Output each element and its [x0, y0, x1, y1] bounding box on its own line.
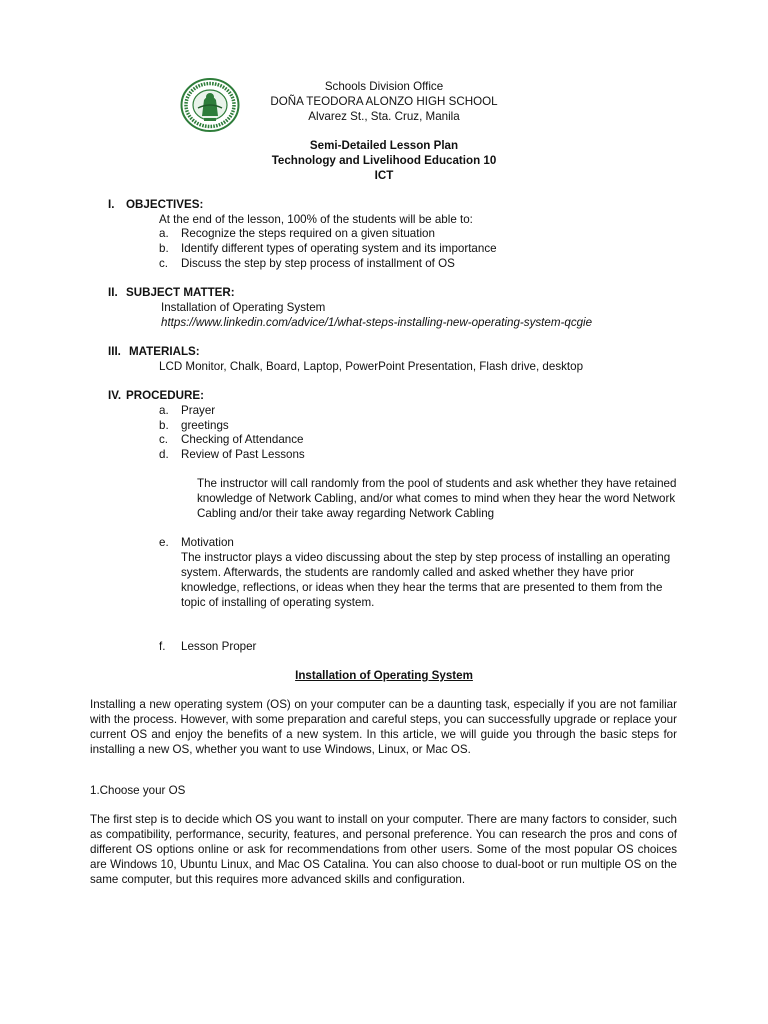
objectives-numeral: I.: [108, 198, 115, 211]
subject-matter-heading: SUBJECT MATTER:: [126, 286, 235, 299]
lesson-proper-label: Lesson Proper: [181, 640, 257, 653]
plan-title: Semi-Detailed Lesson Plan: [309, 139, 459, 152]
subject-topic: Installation of Operating System: [161, 301, 326, 314]
materials-list: LCD Monitor, Chalk, Board, Laptop, PowerPoint Presentation, Flash drive, desktop: [159, 360, 584, 373]
lesson-intro: Installing a new operating system (OS) on your computer can be a daunting task, especially if you are not familiar with the process. However, with some preparation and careful steps, you can successfully upgrade or replace your current OS and enjoy the benefits of a new system. In this article, we will guide you through the basic steps for installing a new OS, whether you want to use Windows, Linux, or Mac OS.: [90, 698, 677, 756]
procedure-item: Review of Past Lessons: [181, 448, 305, 461]
lesson-proper-letter: f.: [159, 640, 166, 653]
step1-text: The first step is to decide which OS you want to install on your computer. There are many factors to consider, such as compatibility, performance, security, features, and personal preference. You can research the pros and cons of different OS options online or ask for recommendations from other users. Some of the most popular OS choices are Windows 10, Ubuntu Linux, and Mac OS Catalina. You can also choose to dual-boot or run multiple OS on the same computer, but this requires more advanced skills and configuration.: [90, 813, 677, 886]
procedure-heading: PROCEDURE:: [126, 389, 204, 402]
objective-item: Recognize the steps required on a given situation: [181, 227, 435, 240]
procedure-item: greetings: [181, 419, 229, 432]
reference-link[interactable]: https://www.linkedin.com/advice/1/what-steps-installing-new-operating-system-qcgie: [161, 316, 593, 329]
school-name: DOÑA TEODORA ALONZO HIGH SCHOOL: [270, 95, 498, 108]
objective-letter: a.: [159, 227, 169, 240]
subject-matter-numeral: II.: [108, 286, 118, 299]
objectives-intro: At the end of the lesson, 100% of the students will be able to:: [159, 213, 473, 226]
objectives-heading: OBJECTIVES:: [126, 198, 204, 211]
procedure-numeral: IV.: [108, 389, 122, 402]
procedure-letter: b.: [159, 419, 169, 432]
objective-item: Identify different types of operating system and its importance: [181, 242, 497, 255]
step1-heading: 1.Choose your OS: [90, 784, 186, 797]
procedure-item: Checking of Attendance: [181, 433, 304, 446]
objective-item: Discuss the step by step process of installment of OS: [181, 257, 455, 270]
objective-letter: c.: [159, 257, 169, 270]
office-name: Schools Division Office: [324, 80, 444, 93]
procedure-letter: d.: [159, 448, 169, 461]
subject-title: Technology and Livelihood Education 10: [271, 154, 497, 167]
objective-letter: b.: [159, 242, 169, 255]
motivation-label: Motivation: [181, 536, 234, 549]
procedure-item: Prayer: [181, 404, 216, 417]
motivation-letter: e.: [159, 536, 169, 549]
school-address: Alvarez St., Sta. Cruz, Manila: [308, 110, 460, 123]
materials-numeral: III.: [108, 345, 121, 358]
motivation-description: The instructor plays a video discussing about the step by step process of installing an operating system. Afterwards, the students are randomly called and asked whether they have prior knowledge, reflections, or ideas when they hear the terms that are presented to them from the topic of installing of operating system.: [181, 551, 671, 609]
procedure-letter: a.: [159, 404, 169, 417]
review-description: The instructor will call randomly from the pool of students and ask whether they have retained knowledge of Network Cabling, and/or what comes to mind when they hear the word Network Cabling and/or their take away regarding Network Cabling: [197, 477, 677, 520]
procedure-letter: c.: [159, 433, 169, 446]
lesson-title: Installation of Operating System: [295, 669, 473, 682]
strand-title: ICT: [374, 169, 394, 182]
materials-heading: MATERIALS:: [129, 345, 200, 358]
